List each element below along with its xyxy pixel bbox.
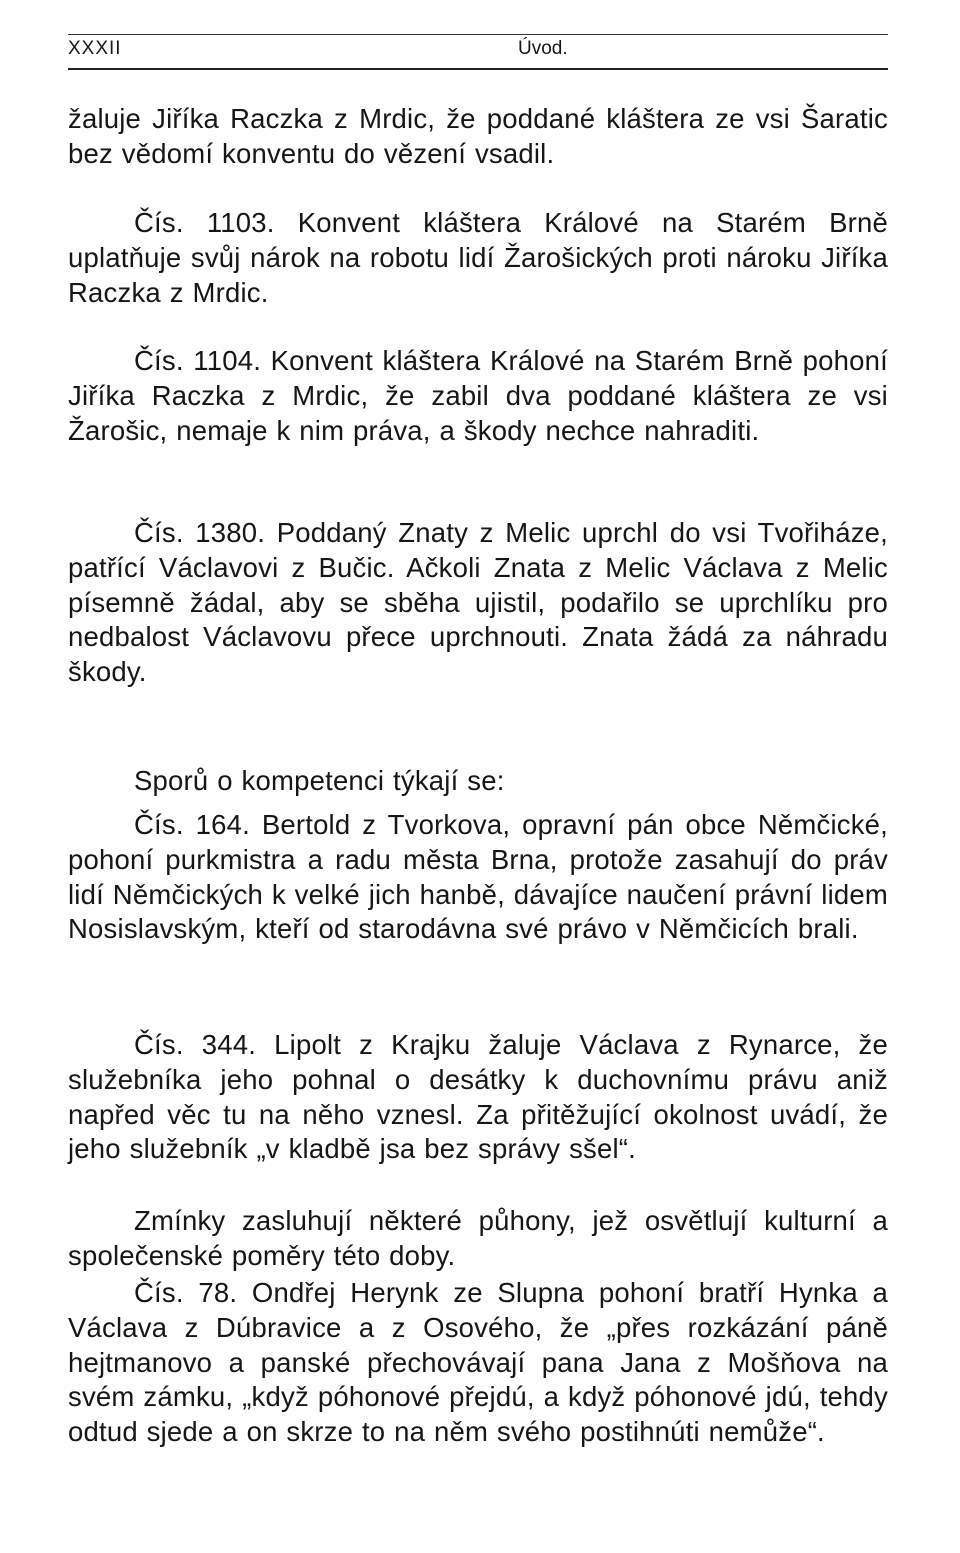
section-intro-kompetence: Sporů o kompetenci týkají se:: [134, 765, 505, 796]
paragraph-cis-1103: Čís. 1103. Konvent kláštera Králové na Starém Brně uplatňuje svůj nárok na robotu lidí Žarošických proti nároku Jiříka Raczka z Mrdic.: [68, 207, 888, 308]
paragraph-cis-78: Čís. 78. Ondřej Herynk ze Slupna pohoní bratří Hynka a Václava z Dúbravice a z Osového, že „přes rozkázání páně hejtmanovo a panské přechovávají pana Jana z Mošňova na svém zámku, „když póhonové přejdú, a když póhonové jdú, tehdy odtud sjede a on skrze to na něm svého postihnúti nemůže“.: [68, 1277, 888, 1448]
paragraph-continuation: žaluje Jiříka Raczka z Mrdic, že poddané kláštera ze vsi Šaratic bez vědomí konventu do vězení vsadil.: [68, 103, 888, 169]
paragraph-cis-1380: Čís. 1380. Poddaný Znaty z Melic uprchl do vsi Tvořiháze, patřící Václavovi z Bučic. Ačkoli Znata z Melic Václava z Melic písemně žádal, aby se sběha ujistil, podařilo se uprchlíku pro nedbalost Václavovu přece uprchnouti. Znata žádá za náhradu škody.: [68, 517, 888, 688]
paragraph-zminky: Zmínky zasluhují některé půhony, jež osvětlují kulturní a společenské poměry této doby.: [68, 1205, 888, 1271]
page-number: XXXII: [68, 38, 122, 59]
header-rule: [68, 68, 888, 70]
page-header: [68, 34, 888, 60]
paragraph-cis-164: Čís. 164. Bertold z Tvorkova, opravní pán obce Němčické, pohoní purkmistra a radu města Brna, protože zasahují do práv lidí Němčických k velké jich hanbě, dávajíce naučení právní lidem Nosislavským, kteří od starodávna své právo v Němčicích brali.: [68, 809, 888, 945]
header-top-rule: [68, 34, 888, 35]
running-title: Úvod.: [518, 38, 568, 59]
paragraph-cis-344: Čís. 344. Lipolt z Krajku žaluje Václava z Rynarce, že služebníka jeho pohnal o desátky k duchovnímu právu aniž napřed věc tu na něho vznesl. Za přitěžující okolnost uvádí, že jeho služebník „v kladbě jsa bez správy sšel“.: [68, 1029, 888, 1165]
paragraph-cis-1104: Čís. 1104. Konvent kláštera Králové na Starém Brně pohoní Jiříka Raczka z Mrdic, že zabil dva poddané kláštera ze vsi Žarošic, nemaje k nim práva, a škody nechce nahraditi.: [68, 345, 888, 446]
